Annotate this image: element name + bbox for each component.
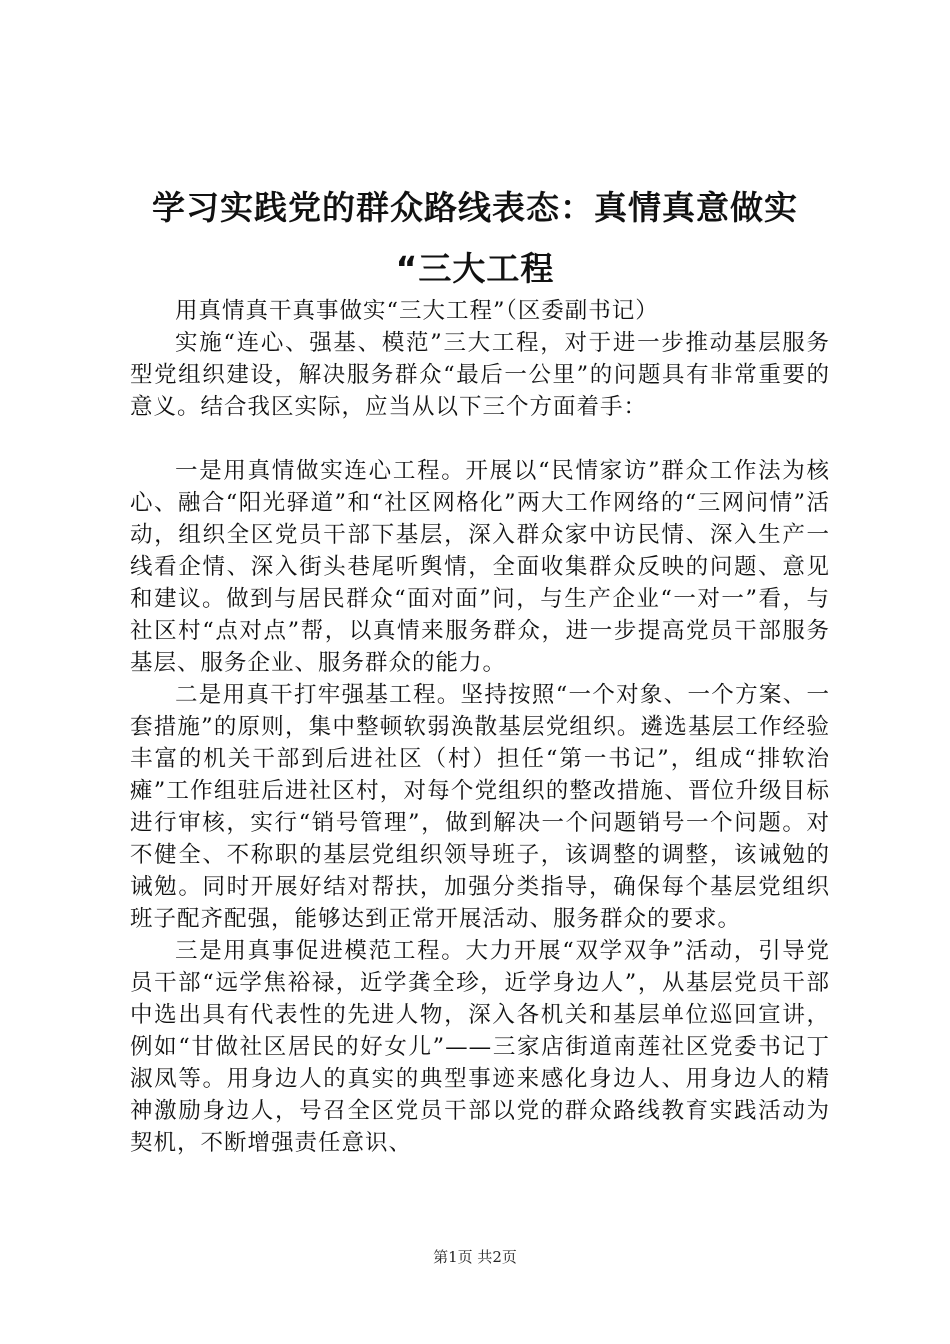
- page-footer: 第1页 共2页: [433, 1248, 517, 1266]
- document-body: [130, 295, 830, 1159]
- intro-paragraph: 实施“连心、强基、模范”三大工程，对于进一步推动基层服务型党组织建设，解决服务群众“最后一公里”的问题具有非常重要的意义。结合我区实际，应当从以下三个方面着手：: [130, 330, 830, 420]
- document-title-line-1: 学习实践党的群众路线表态：真情真意做实: [152, 188, 798, 227]
- document-title-line-2: “三大工程: [395, 249, 555, 288]
- body-paragraph-2: 二是用真干打牢强基工程。坚持按照“一个对象、一个方案、一套措施”的原则，集中整顿软弱涣散基层党组织。遴选基层工作经验丰富的机关干部到后进社区（村）担任“第一书记”，组成“排软治瘫”工作组驻后进社区村，对每个党组织的整改措施、晋位升级目标进行审核，实行“销号管理”，做到解决一个问题销号一个问题。对不健全、不称职的基层党组织领导班子，该调整的调整，该诫勉的诫勉。同时开展好结对帮扶，加强分类指导，确保每个基层党组织班子配齐配强，能够达到正常开展活动、服务群众的要求。: [130, 682, 830, 932]
- body-paragraph-3: 三是用真事促进模范工程。大力开展“双学双争”活动，引导党员干部“远学焦裕禄，近学龚全珍，近学身边人”，从基层党员干部中选出具有代表性的先进人物，深入各机关和基层单位巡回宣讲，例如“甘做社区居民的好女儿”——三家店街道南莲社区党委书记丁淑凤等。用身边人的真实的典型事迹来感化身边人、用身边人的精神激励身边人，号召全区党员干部以党的群众路线教育实践活动为契机，不断增强责任意识、: [130, 938, 830, 1156]
- body-paragraph-1: 一是用真情做实连心工程。开展以“民情家访”群众工作法为核心、融合“阳光驿道”和“社区网格化”两大工作网络的“三网问情”活动，组织全区党员干部下基层，深入群众家中访民情、深入生产一线看企情、深入街头巷尾听舆情，全面收集群众反映的问题、意见和建议。做到与居民群众“面对面”问，与生产企业“一对一”看，与社区村“点对点”帮，以真情来服务群众，进一步提高党员干部服务基层、服务企业、服务群众的能力。: [130, 458, 830, 676]
- subtitle-paragraph: 用真情真干真事做实“三大工程”（区委副书记）: [175, 298, 659, 324]
